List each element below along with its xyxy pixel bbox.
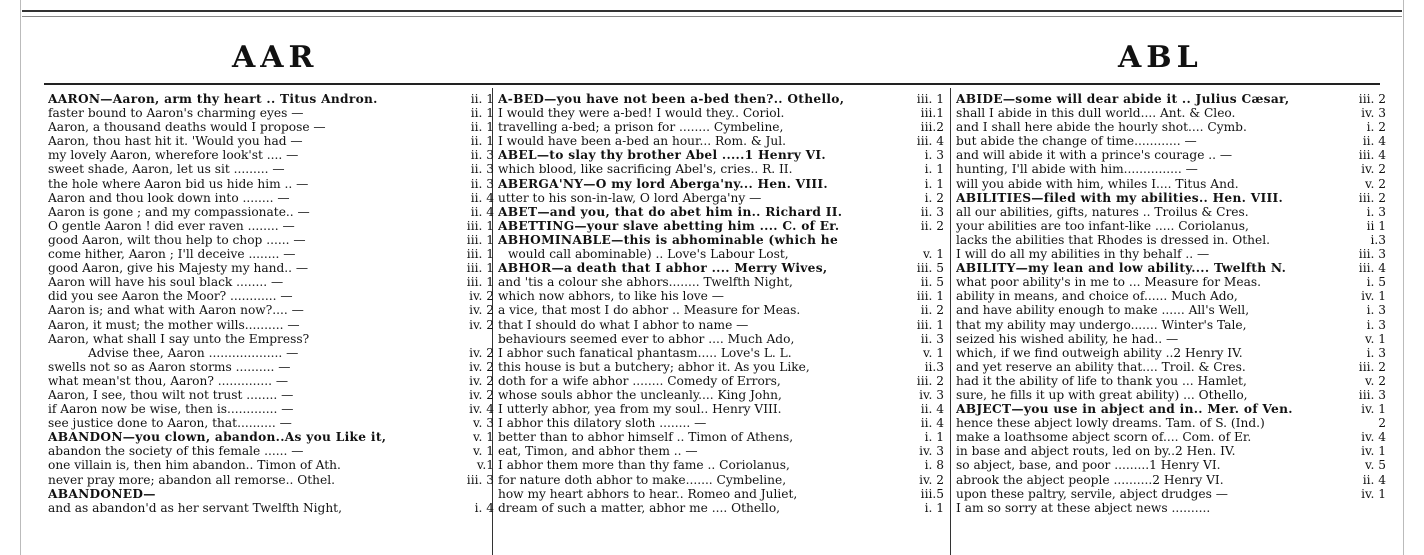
quotation-line <box>956 177 1386 191</box>
quotation-text: good Aaron, give his Majesty my hand.. — <box>48 261 309 276</box>
act-scene-ref: iii.5 <box>920 486 944 501</box>
act-scene-ref: iv. 1 <box>1361 402 1386 417</box>
quotation-text: I would have been a-bed an hour... Rom. & Jul. <box>498 134 787 149</box>
act-scene-ref: i.3 <box>1370 232 1386 247</box>
act-scene-ref: i. 4 <box>474 500 494 515</box>
act-scene-ref: i. 1 <box>924 430 944 445</box>
quotation-line <box>48 289 494 303</box>
headword-entry <box>956 402 1386 416</box>
quotation-line <box>956 346 1386 360</box>
quotation-text: and I shall here abide the hourly shot.... Cymb. <box>956 120 1247 135</box>
act-scene-ref: iii. 4 <box>1358 261 1386 276</box>
quotation-line <box>48 134 494 148</box>
quotation-text: I would they were a-bed! I would they.. Coriol. <box>498 106 785 121</box>
quotation-line <box>48 148 494 162</box>
quotation-line <box>48 374 494 388</box>
quotation-line <box>48 402 494 416</box>
quotation-line <box>498 501 944 515</box>
quotation-text: Advise thee, Aaron ................... — <box>88 345 299 360</box>
quotation-line <box>48 191 494 205</box>
act-scene-ref: v. 5 <box>1365 458 1386 473</box>
headword-entry <box>498 219 944 233</box>
act-scene-ref: i. 1 <box>924 162 944 177</box>
act-scene-ref: ii. 4 <box>920 402 944 417</box>
act-scene-ref: ii. 1 <box>470 134 494 149</box>
quotation-text: ABHOR—a death that I abhor .... Merry Wives, <box>498 261 828 276</box>
act-scene-ref: iv. 3 <box>919 444 944 459</box>
quotation-text: dream of such a matter, abhor me .... Othello, <box>498 500 781 515</box>
column-2 <box>498 92 944 555</box>
quotation-text: lacks the abilities that Rhodes is dressed in. Othel. <box>956 232 1271 247</box>
quotation-text: I abhor them more than thy fame .. Coriolanus, <box>498 458 790 473</box>
quotation-text: Aaron is; and what with Aaron now?.... — <box>48 303 304 318</box>
act-scene-ref: 2 <box>1378 416 1386 431</box>
quotation-text: and yet reserve an ability that.... Troil. & Cres. <box>956 359 1246 374</box>
act-scene-ref: iv. 4 <box>469 402 494 417</box>
quotation-line <box>498 162 944 176</box>
act-scene-ref: iii. 2 <box>1358 92 1386 106</box>
act-scene-ref: v. 1 <box>473 430 494 445</box>
headword-entry <box>48 430 494 444</box>
quotation-line <box>956 205 1386 219</box>
quotation-text: one villain is, then him abandon.. Timon of Ath. <box>48 458 341 473</box>
act-scene-ref: ii.3 <box>924 359 944 374</box>
act-scene-ref: i. 3 <box>1366 345 1386 360</box>
quotation-text: and as abandon'd as her servant Twelfth Night, <box>48 500 342 515</box>
quotation-text: so abject, base, and poor .........1 Henry VI. <box>956 458 1221 473</box>
quotation-text: ability in means, and choice of...... Much Ado, <box>956 289 1238 304</box>
act-scene-ref: ii. 3 <box>470 148 494 163</box>
quotation-line <box>48 120 494 134</box>
quotation-text: Aaron and thou look down into ........ — <box>48 190 290 205</box>
quotation-line <box>48 303 494 317</box>
quotation-text: doth for a wife abhor ........ Comedy of Errors, <box>498 373 781 388</box>
quotation-line <box>956 444 1386 458</box>
quotation-line <box>48 360 494 374</box>
quotation-text: ABILITIES—filed with my abilities.. Hen. VIII. <box>956 190 1284 205</box>
quotation-text: hunting, I'll abide with him............... — <box>956 162 1198 177</box>
act-scene-ref: iv. 4 <box>1361 430 1386 445</box>
quotation-text: and will abide it with a prince's courage .. — <box>956 148 1233 163</box>
act-scene-ref: ii. 4 <box>1362 134 1386 149</box>
quotation-text: good Aaron, wilt thou help to chop ...... — <box>48 232 306 247</box>
act-scene-ref: iv. 2 <box>469 387 494 402</box>
headword-entry <box>956 191 1386 205</box>
top-rule <box>22 10 1402 12</box>
quotation-line <box>48 416 494 430</box>
page-edge-right <box>1403 0 1404 555</box>
act-scene-ref: iv. 1 <box>1361 289 1386 304</box>
act-scene-ref: iv. 2 <box>469 317 494 332</box>
act-scene-ref: i. 2 <box>924 190 944 205</box>
quotation-text: how my heart abhors to hear.. Romeo and Juliet, <box>498 486 798 501</box>
quotation-line <box>498 289 944 303</box>
act-scene-ref: i. 1 <box>924 176 944 191</box>
act-scene-ref: i. 3 <box>1366 303 1386 318</box>
quotation-text: travelling a-bed; a prison for ........ Cymbeline, <box>498 120 784 135</box>
quotation-line <box>956 388 1386 402</box>
quotation-text: eat, Timon, and abhor them .. — <box>498 444 698 459</box>
quotation-text: ABIDE—some will dear abide it .. Julius Cæsar, <box>956 92 1290 106</box>
act-scene-ref: iii. 1 <box>466 218 494 233</box>
act-scene-ref: iv. 2 <box>919 472 944 487</box>
quotation-text: whose souls abhor the uncleanly.... King John, <box>498 387 782 402</box>
quotation-text: AARON—Aaron, arm thy heart .. Titus Andron. <box>48 92 378 106</box>
headword-entry <box>956 261 1386 275</box>
headword-entry <box>498 233 944 247</box>
quotation-text: my lovely Aaron, wherefore look'st .... — <box>48 148 299 163</box>
quotation-line <box>956 106 1386 120</box>
act-scene-ref: ii. 4 <box>470 204 494 219</box>
act-scene-ref: iii. 1 <box>916 92 944 106</box>
act-scene-ref: iv. 3 <box>1361 106 1386 121</box>
quotation-text: Aaron, thou hast hit it. 'Would you had — <box>48 134 303 149</box>
quotation-text: A-BED—you have not been a-bed then?.. Othello, <box>498 92 845 106</box>
quotation-line <box>956 487 1386 501</box>
quotation-line <box>956 275 1386 289</box>
quotation-line <box>48 388 494 402</box>
headword-entry <box>48 92 494 106</box>
quotation-line <box>956 134 1386 148</box>
act-scene-ref: iii.1 <box>920 106 944 121</box>
quotation-text: will you abide with him, whiles I.... Titus And. <box>956 176 1239 191</box>
quotation-text: Aaron is gone ; and my compassionate.. — <box>48 204 310 219</box>
quotation-line <box>498 374 944 388</box>
quotation-text: Aaron, it must; the mother wills.......... — <box>48 317 300 332</box>
quotation-text: ABET—and you, that do abet him in.. Richard II. <box>498 204 843 219</box>
quotation-text: and have ability enough to make ...... All's Well, <box>956 303 1250 318</box>
act-scene-ref: iv. 2 <box>469 373 494 388</box>
quotation-line <box>498 332 944 346</box>
act-scene-ref: iii. 2 <box>916 373 944 388</box>
act-scene-ref: iii. 2 <box>1358 190 1386 205</box>
quotation-text: what mean'st thou, Aaron? .............. — <box>48 373 289 388</box>
act-scene-ref: ii. 1 <box>470 120 494 135</box>
quotation-line <box>498 191 944 205</box>
quotation-line <box>48 162 494 176</box>
quotation-line <box>956 332 1386 346</box>
act-scene-ref: iv. 2 <box>1361 162 1386 177</box>
act-scene-ref: ii. 3 <box>470 176 494 191</box>
quotation-text: sweet shade, Aaron, let us sit ......... — <box>48 162 285 177</box>
quotation-line <box>956 501 1386 515</box>
quotation-text: come hither, Aaron ; I'll deceive ........ — <box>48 247 296 262</box>
quotation-text: better than to abhor himself .. Timon of Athens, <box>498 430 794 445</box>
quotation-line <box>956 416 1386 430</box>
act-scene-ref: i. 2 <box>1366 120 1386 135</box>
quotation-text: sure, he fills it up with great ability) ... Othello, <box>956 387 1248 402</box>
act-scene-ref: ii. 2 <box>920 303 944 318</box>
quotation-line <box>48 473 494 487</box>
top-rule-thin <box>22 16 1402 17</box>
quotation-text: the hole where Aaron bid us hide him .. — <box>48 176 309 191</box>
act-scene-ref: iii. 1 <box>466 247 494 262</box>
headword-entry <box>498 205 944 219</box>
heading-right: ABL <box>1118 40 1203 75</box>
act-scene-ref: ii. 3 <box>920 204 944 219</box>
quotation-text: for nature doth abhor to make....... Cymbeline, <box>498 472 787 487</box>
quotation-text: see justice done to Aaron, that.......... — <box>48 416 292 431</box>
act-scene-ref: ii. 4 <box>920 416 944 431</box>
quotation-text: Aaron, what shall I say unto the Empress? <box>48 331 310 346</box>
act-scene-ref: iii. 3 <box>1358 247 1386 262</box>
quotation-line <box>48 444 494 458</box>
quotation-text: faster bound to Aaron's charming eyes — <box>48 106 304 121</box>
quotation-text: I am so sorry at these abject news .......... <box>956 500 1211 515</box>
quotation-text: did you see Aaron the Moor? ............ — <box>48 289 293 304</box>
quotation-text: behaviours seemed ever to abhor .... Much Ado, <box>498 331 795 346</box>
act-scene-ref: iii. 1 <box>466 232 494 247</box>
act-scene-ref: ii. 1 <box>470 92 494 106</box>
heading-rule <box>44 83 1380 85</box>
quotation-line <box>956 303 1386 317</box>
quotation-text: which blood, like sacrificing Abel's, cries.. R. II. <box>498 162 793 177</box>
act-scene-ref: i. 3 <box>924 148 944 163</box>
quotation-line <box>48 501 494 515</box>
quotation-line <box>498 473 944 487</box>
quotation-line <box>498 318 944 332</box>
quotation-text: what poor ability's in me to ... Measure for Meas. <box>956 275 1261 290</box>
column-3 <box>956 92 1386 555</box>
quotation-text: hence these abject lowly dreams. Tam. of S. (Ind.) <box>956 416 1265 431</box>
act-scene-ref: i. 3 <box>1366 204 1386 219</box>
quotation-text: ABERGA'NY—O my lord Aberga'ny... Hen. VIII. <box>498 176 828 191</box>
quotation-line <box>498 444 944 458</box>
quotation-line <box>48 261 494 275</box>
quotation-line <box>498 402 944 416</box>
quotation-text: never pray more; abandon all remorse.. Othel. <box>48 472 335 487</box>
act-scene-ref: i. 5 <box>1366 275 1386 290</box>
act-scene-ref: iii. 1 <box>466 275 494 290</box>
quotation-text: ABEL—to slay thy brother Abel .....1 Henry VI. <box>498 148 826 163</box>
quotation-line <box>498 346 944 360</box>
quotation-text: ABANDON—you clown, abandon..As you Like it, <box>48 430 387 445</box>
act-scene-ref: iv. 3 <box>919 387 944 402</box>
quotation-line <box>956 148 1386 162</box>
act-scene-ref: iii. 1 <box>916 317 944 332</box>
quotation-text: your abilities are too infant-like ..... Coriolanus, <box>956 218 1249 233</box>
quotation-text: ABANDONED— <box>48 486 156 501</box>
quotation-text: Aaron will have his soul black ........ — <box>48 275 284 290</box>
quotation-line <box>498 134 944 148</box>
quotation-text: Aaron, I see, thou wilt not trust ........ — <box>48 387 294 402</box>
page-edge-left <box>20 0 21 555</box>
headword-entry <box>498 92 944 106</box>
quotation-text: utter to his son-in-law, O lord Aberga'ny — <box>498 190 762 205</box>
act-scene-ref: iv. 2 <box>469 289 494 304</box>
quotation-text: which, if we find outweigh ability ..2 Henry IV. <box>956 345 1243 360</box>
quotation-text: ABHOMINABLE—this is abhominable (which he <box>498 232 839 247</box>
quotation-line <box>48 458 494 472</box>
quotation-line <box>48 106 494 120</box>
act-scene-ref: v.1 <box>476 458 494 473</box>
quotation-line <box>48 219 494 233</box>
act-scene-ref: iv. 2 <box>469 359 494 374</box>
quotation-line <box>956 430 1386 444</box>
quotation-line <box>956 318 1386 332</box>
act-scene-ref: ii. 4 <box>1362 472 1386 487</box>
quotation-text: I abhor such fanatical phantasm..... Love's L. L. <box>498 345 792 360</box>
act-scene-ref: v. 1 <box>1365 331 1386 346</box>
column-1 <box>48 92 494 555</box>
act-scene-ref: iii. 4 <box>916 134 944 149</box>
quotation-line <box>498 303 944 317</box>
quotation-line <box>956 473 1386 487</box>
quotation-text: seized his wished ability, he had.. — <box>956 331 1179 346</box>
quotation-text: which now abhors, to like his love — <box>498 289 724 304</box>
headword-entry <box>48 487 494 501</box>
quotation-text: shall I abide in this dull world.... Ant. & Cleo. <box>956 106 1236 121</box>
act-scene-ref: iv. 2 <box>469 345 494 360</box>
headword-entry <box>498 261 944 275</box>
quotation-line <box>498 120 944 134</box>
quotation-text: if Aaron now be wise, then is............. — <box>48 402 294 417</box>
quotation-line <box>956 289 1386 303</box>
quotation-text: would call abominable) .. Love's Labour Lost, <box>508 247 789 262</box>
quotation-text: that I should do what I abhor to name — <box>498 317 749 332</box>
quotation-line <box>48 233 494 247</box>
act-scene-ref: ii. 5 <box>920 275 944 290</box>
quotation-line <box>498 487 944 501</box>
quotation-line <box>48 318 494 332</box>
quotation-text: ABJECT—you use in abject and in.. Mer. of Ven. <box>956 402 1293 417</box>
act-scene-ref: v. 2 <box>1365 176 1386 191</box>
quotation-text: and 'tis a colour she abhors........ Twelfth Night, <box>498 275 793 290</box>
quotation-line <box>956 120 1386 134</box>
quotation-line <box>498 458 944 472</box>
act-scene-ref: iv. 1 <box>1361 444 1386 459</box>
quotation-text: upon these paltry, servile, abject drudges — <box>956 486 1228 501</box>
quotation-text: Aaron, a thousand deaths would I propose — <box>48 120 326 135</box>
quotation-line <box>956 360 1386 374</box>
quotation-text: I utterly abhor, yea from my soul.. Henry VIII. <box>498 402 782 417</box>
heading-left: AAR <box>232 40 319 75</box>
quotation-text: O gentle Aaron ! did ever raven ........ — <box>48 218 295 233</box>
quotation-line <box>48 346 494 360</box>
quotation-line <box>498 388 944 402</box>
act-scene-ref: ii. 3 <box>470 162 494 177</box>
headword-entry <box>956 92 1386 106</box>
quotation-text: ABILITY—my lean and low ability.... Twelfth N. <box>956 261 1287 276</box>
act-scene-ref: v. 2 <box>1365 373 1386 388</box>
quotation-line <box>956 233 1386 247</box>
headword-entry <box>498 177 944 191</box>
act-scene-ref: i. 3 <box>1366 317 1386 332</box>
quotation-text: this house is but a butchery; abhor it. As you Like, <box>498 359 810 374</box>
quotation-line <box>956 458 1386 472</box>
headword-entry <box>498 148 944 162</box>
quotation-text: I abhor this dilatory sloth ........ — <box>498 416 707 431</box>
act-scene-ref: v. 1 <box>923 247 944 262</box>
act-scene-ref: i. 1 <box>924 500 944 515</box>
quotation-text: but abide the change of time............ — <box>956 134 1197 149</box>
act-scene-ref: iii. 2 <box>1358 359 1386 374</box>
act-scene-ref: iv. 1 <box>1361 486 1386 501</box>
quotation-text: all our abilities, gifts, natures .. Troilus & Cres. <box>956 204 1249 219</box>
act-scene-ref: i. 8 <box>924 458 944 473</box>
quotation-line <box>498 430 944 444</box>
quotation-text: make a loathsome abject scorn of.... Com. of Er. <box>956 430 1252 445</box>
quotation-line <box>48 177 494 191</box>
quotation-text: that my ability may undergo....... Winter's Tale, <box>956 317 1247 332</box>
quotation-line <box>498 360 944 374</box>
quotation-text: ABETTING—your slave abetting him .... C. of Er. <box>498 218 840 233</box>
quotation-line <box>956 374 1386 388</box>
quotation-text: I will do all my abilities in thy behalf .. — <box>956 247 1210 262</box>
quotation-line <box>956 247 1386 261</box>
column-divider-2 <box>950 88 951 555</box>
act-scene-ref: ii. 3 <box>920 331 944 346</box>
quotation-text: a vice, that most I do abhor .. Measure for Meas. <box>498 303 801 318</box>
act-scene-ref: v. 1 <box>923 345 944 360</box>
act-scene-ref: iii. 5 <box>916 261 944 276</box>
act-scene-ref: v. 1 <box>473 444 494 459</box>
act-scene-ref: iii. 1 <box>466 261 494 276</box>
act-scene-ref: iv. 2 <box>469 303 494 318</box>
act-scene-ref: ii. 4 <box>470 190 494 205</box>
act-scene-ref: ii 1 <box>1366 218 1386 233</box>
act-scene-ref: iii. 4 <box>1358 148 1386 163</box>
quotation-line <box>498 416 944 430</box>
quotation-line <box>498 247 944 261</box>
quotation-text: had it the ability of life to thank you ... Hamlet, <box>956 373 1247 388</box>
act-scene-ref: iii. 1 <box>916 289 944 304</box>
quotation-text: in base and abject routs, led on by..2 Hen. IV. <box>956 444 1236 459</box>
act-scene-ref: ii. 2 <box>920 218 944 233</box>
quotation-line <box>48 205 494 219</box>
quotation-line <box>956 219 1386 233</box>
act-scene-ref: v. 3 <box>473 416 494 431</box>
quotation-text: abandon the society of this female ...... — <box>48 444 304 459</box>
quotation-line <box>48 247 494 261</box>
quotation-line <box>498 106 944 120</box>
quotation-line <box>48 332 494 346</box>
act-scene-ref: iii. 3 <box>466 472 494 487</box>
quotation-line <box>498 275 944 289</box>
act-scene-ref: iii. 3 <box>1358 387 1386 402</box>
act-scene-ref: ii. 1 <box>470 106 494 121</box>
act-scene-ref: iii.2 <box>920 120 944 135</box>
quotation-text: swells not so as Aaron storms .......... — <box>48 359 291 374</box>
quotation-text: abrook the abject people ..........2 Henry VI. <box>956 472 1224 487</box>
quotation-line <box>48 275 494 289</box>
quotation-line <box>956 162 1386 176</box>
